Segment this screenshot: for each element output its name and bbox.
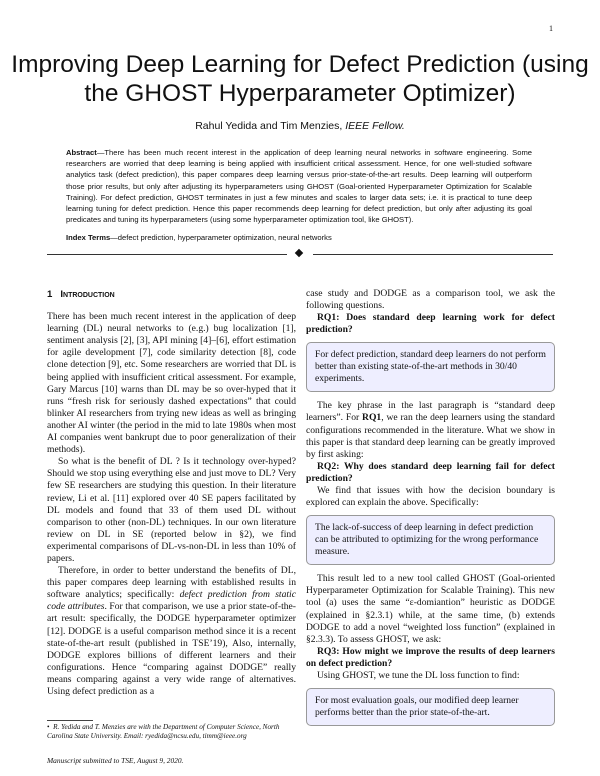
intro-paragraph-2: So what is the benefit of DL ? Is it technology over-hyped? Should we stop using everything else and just move to DL? Very few SE researchers are studying this question. In their literature review, Li et al. [11] explored over 40 SE papers facilitated by DL models and found that 33 of them used DL without comparison to other (non-DL) techniques. In our own literature review on DL in SE (reported below in §2), we find experimental comparisons of DL-vs-non-DL in less than 10% of papers. bbox=[47, 456, 296, 564]
right-paragraph-1: case study and DODGE as a comparison tool, we ask the following questions. bbox=[306, 288, 555, 312]
divider-line-right bbox=[313, 254, 553, 255]
right-paragraph-2-start: The key phrase in the last paragraph is “standard deep learners”. For bbox=[306, 400, 555, 424]
right-paragraph-3: We find that issues with how the decision boundary is explored can explain the above. Specifically: bbox=[306, 485, 555, 509]
manuscript-note: Manuscript submitted to TSE, August 9, 2020. bbox=[47, 756, 184, 765]
abstract bbox=[66, 147, 532, 225]
left-column bbox=[47, 289, 296, 698]
index-terms-label: Index Terms bbox=[66, 233, 111, 242]
intro-paragraph-3-rest: . For that comparison, we use a prior state-of-the-art result: specifically, the DODGE hyperparameter optimizer [12]. DODGE is a useful comparison method since it is a recent state-of-the-art result (published in TSE’19), Also, internally, DODGE explores billions of different learners and their configurations. Hence “comparing against DODGE” really means comparing against a very wide range of alternatives. Using defect prediction as a bbox=[47, 601, 296, 697]
author-line bbox=[0, 120, 600, 132]
finding-box-2: The lack-of-success of deep learning in defect prediction can be attributed to optimizing for the wrong performance measure. bbox=[306, 515, 555, 565]
abstract-text: —There has been much recent interest in the application of deep learning neural networks in software engineering. Some researchers are worried that deep learning is being applied with insufficient critical assessment. Hence, for one well-studied software analytics task (defect prediction), this paper compares deep learning versus prior-state-of-the-art results. Deep learning will outperform those prior results, but only after adjusting its hyperparameters using GHOST (Goal-oriented Hyperparameter Optimization for Scalable Training). For defect prediction, GHOST terminates in just a few minutes and scales to larger data sets; i.e. it is practical to tune deep learning tuning for defect prediction. Hence this paper recommends deep learning for defect prediction, but only after adjusting its goal predicates and tuning its hyperparameters (using some hyperparameter optimization tool, like GHOST). bbox=[66, 148, 532, 225]
diamond-icon bbox=[295, 249, 303, 257]
right-paragraph-5: Using GHOST, we tune the DL loss function to find: bbox=[317, 669, 520, 681]
intro-paragraph-3 bbox=[47, 565, 296, 698]
section-title: Introduction bbox=[60, 289, 115, 300]
intro-paragraph-3-emphasis: defect prediction from static code attributes bbox=[47, 589, 296, 613]
section-divider bbox=[47, 249, 553, 261]
footnote-rule bbox=[47, 720, 93, 721]
author-fellow: IEEE Fellow. bbox=[345, 120, 405, 132]
footnote-text: R. Yedida and T. Menzies are with the Department of Computer Science, North Carolina State University. Email: ryedida@ncsu.edu, timm@ieee.org bbox=[47, 723, 280, 741]
paper-title: Improving Deep Learning for Defect Prediction (using the GHOST Hyperparameter Optimizer) bbox=[11, 51, 589, 107]
footnote-bullet-icon: • bbox=[47, 723, 54, 731]
author-names: Rahul Yedida and Tim Menzies, bbox=[195, 120, 343, 132]
finding-box-1: For defect prediction, standard deep learners do not perform better than existing state-of-the-art methods in 30/40 experiments. bbox=[306, 342, 555, 392]
page-number: 1 bbox=[549, 24, 553, 33]
section-heading bbox=[47, 289, 296, 301]
right-paragraph-2 bbox=[306, 400, 555, 460]
divider-line-left bbox=[47, 254, 287, 255]
right-paragraph-2-rest: , we ran the deep learners using the standard configurations recommended in the literature. What we show in this paper is that standard deep learning can be greatly improved by first asking: bbox=[306, 412, 555, 460]
finding-box-3: For most evaluation goals, our modified deep learner performs better than the prior state-of-the-art. bbox=[306, 688, 555, 726]
research-question-2: RQ2: Why does standard deep learning fail for defect prediction? bbox=[306, 460, 555, 484]
intro-paragraph-3-start: Therefore, in order to better understand the benefits of DL, this paper compares deep learning with established results in software analytics; specifically: bbox=[47, 565, 296, 601]
abstract-label: Abstract bbox=[66, 148, 97, 157]
intro-paragraph-1: There has been much recent interest in the application of deep learning (DL) neural networks to (e.g.) bug localization [1], sentiment analysis [2], [3], API mining [4]–[6], effort estimation for agile development [7], code similarity detection [8], code clone detection [9], etc. Some researchers are worried that DL is being applied with insufficient critical assessment. For example, Gary Marcus [10] warns than DL may be so over-hyped that it runs “fresh risk for seriously dashed expectations” that could blinker AI researchers from trying new ideas as well as bringing another AI winter (the period in the mid to late 1980s when most AI companies went bankrupt due to poor generalization of their methods). bbox=[47, 311, 296, 456]
right-paragraph-2-rq: RQ1 bbox=[362, 412, 382, 424]
right-paragraph-4: This result led to a new tool called GHOST (Goal-oriented Hyperparameter Optimization for Scalable Training). This new tool (a) uses the same “ε-domiantion” heuristic as DODGE (explained in §2.3.1) while, at the same time, (b) extends DODGE to add a novel “weighted loss function” (explained in §2.3.3). To assess GHOST, we ask: bbox=[306, 573, 555, 645]
footnote bbox=[47, 723, 296, 741]
section-number: 1 bbox=[47, 289, 53, 300]
research-question-3: RQ3: How might we improve the results of deep learners on defect prediction? bbox=[306, 645, 555, 669]
right-column bbox=[306, 288, 555, 734]
index-terms bbox=[66, 232, 532, 243]
research-question-1: RQ1: Does standard deep learning work for defect prediction? bbox=[306, 312, 555, 336]
index-terms-text: —defect prediction, hyperparameter optimization, neural networks bbox=[110, 233, 332, 242]
